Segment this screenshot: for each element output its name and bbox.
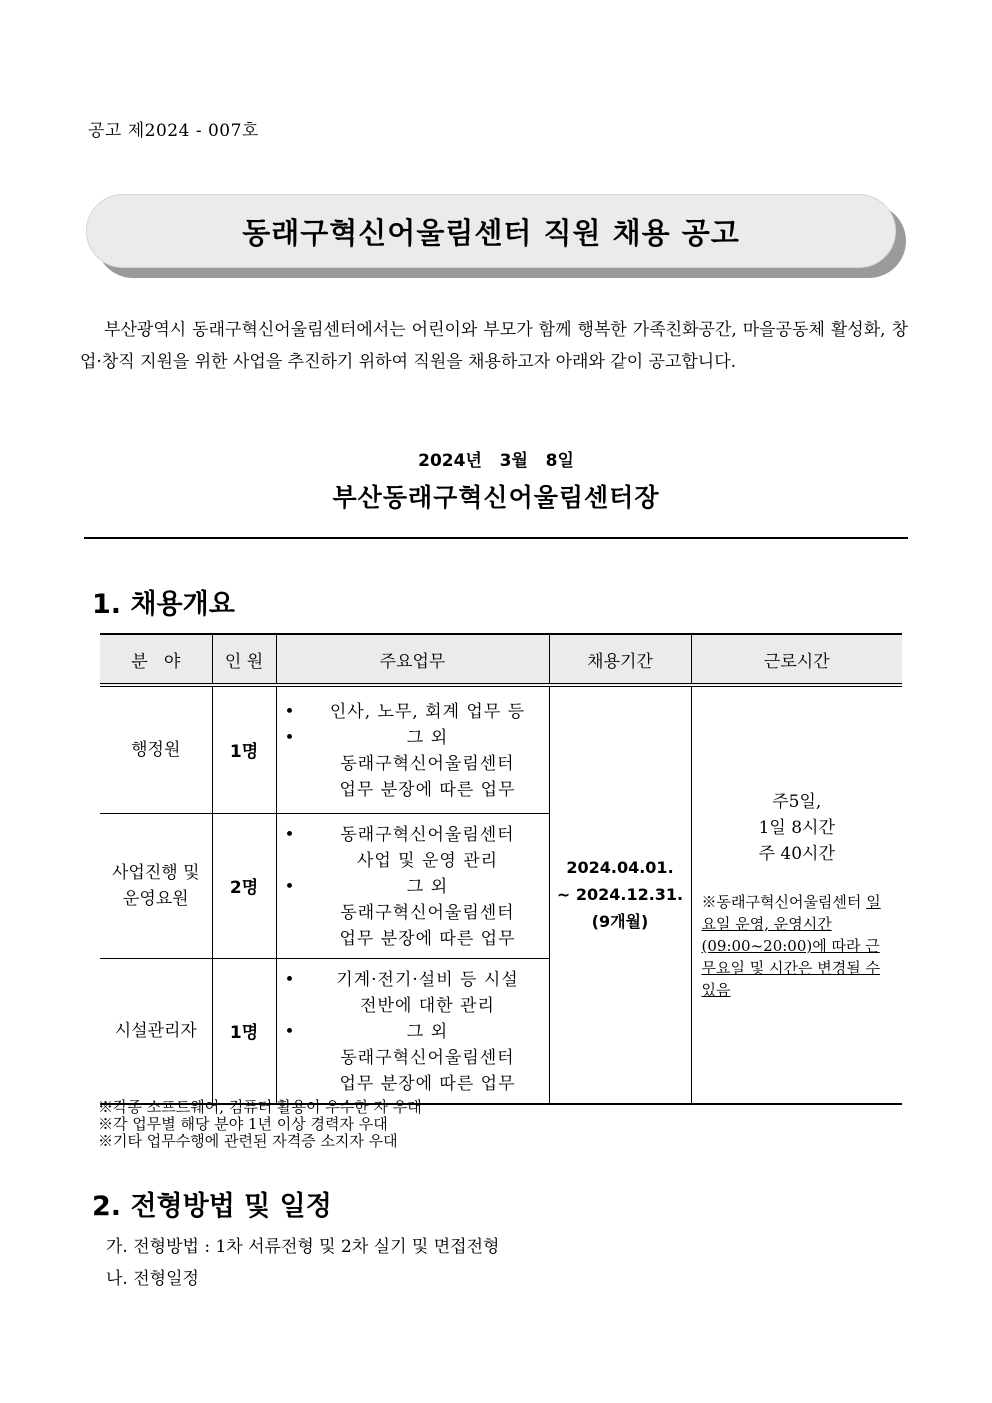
period-end: ~ 2024.12.31. xyxy=(556,885,684,905)
section-1-title: 1. 채용개요 xyxy=(92,589,235,620)
duty-item: • 동래구혁신어울림센터 xyxy=(311,822,545,848)
divider-line xyxy=(84,537,908,539)
header-hours: 근로시간 xyxy=(691,634,902,685)
duty-item: 업무 분장에 따른 업무 xyxy=(339,928,516,949)
duty-item: • 인사, 노무, 회계 업무 등 xyxy=(311,699,545,725)
duty-item: 업무 분장에 따른 업무 xyxy=(339,779,516,800)
section-2-title: 2. 전형방법 및 일정 xyxy=(92,1191,332,1222)
title-banner xyxy=(86,194,896,268)
note-item: ※각 업무별 해당 분야 1년 이상 경력자 우대 xyxy=(98,1115,388,1133)
duty-item: 전반에 대한 관리 xyxy=(360,995,495,1016)
duty-item: • 그 외 xyxy=(311,725,545,751)
period-months: (9개월) xyxy=(591,912,649,932)
preference-notes xyxy=(98,1099,422,1150)
announcement-date xyxy=(0,446,992,471)
note-item: ※각종 소프트웨어, 컴퓨터 활용이 우수한 자 우대 xyxy=(98,1098,422,1116)
recruitment-table xyxy=(100,633,902,1105)
hours-weekly: 주 40시간 xyxy=(758,843,835,864)
working-hours xyxy=(691,685,902,1104)
header-field xyxy=(100,634,212,685)
period-start: 2024.04.01. xyxy=(566,858,674,878)
table-row xyxy=(100,685,902,813)
selection-schedule: 나. 전형일정 xyxy=(106,1269,199,1289)
row2-field xyxy=(100,813,212,958)
header-count: 인 원 xyxy=(212,634,276,685)
duty-item: 사업 및 운영 관리 xyxy=(356,850,499,871)
duty-item: 업무 분장에 따른 업무 xyxy=(339,1073,516,1094)
duty-item: 동래구혁신어울림센터 xyxy=(340,753,515,774)
document-title: 동래구혁신어울림센터 직원 채용 공고 xyxy=(242,215,740,250)
row1-count: 1명 xyxy=(212,685,276,813)
hours-daily: 1일 8시간 xyxy=(758,817,835,838)
row2-duties xyxy=(276,813,549,958)
organization-name: 부산동래구혁신어울림센터장 xyxy=(332,483,660,512)
table-header-row xyxy=(100,634,902,685)
intro-paragraph xyxy=(80,314,908,378)
header-duties: 주요업무 xyxy=(276,634,549,685)
announcement-date-text: 2024년 3월 8일 xyxy=(418,451,574,471)
notice-number: 공고 제2024 - 007호 xyxy=(88,121,259,141)
row1-field: 행정원 xyxy=(100,685,212,813)
selection-method: 가. 전형방법 : 1차 서류전형 및 2차 실기 및 면접전형 xyxy=(106,1237,500,1257)
duty-item: • 그 외 xyxy=(311,874,545,900)
duty-item: 동래구혁신어울림센터 xyxy=(340,902,515,923)
duty-item: 동래구혁신어울림센터 xyxy=(340,1047,515,1068)
duty-item: • 기계·전기·설비 등 시설 xyxy=(311,967,545,993)
hours-days: 주5일, xyxy=(772,791,822,812)
recruitment-period xyxy=(549,685,691,1104)
row2-field-line2: 운영요원 xyxy=(122,888,189,909)
row3-field: 시설관리자 xyxy=(100,958,212,1104)
row2-count: 2명 xyxy=(212,813,276,958)
hours-note-prefix: ※동래구혁신어울림센터 xyxy=(701,892,862,911)
intro-text: 부산광역시 동래구혁신어울림센터에서는 어린이와 부모가 함께 행복한 가족친화공간, 마을공동체 활성화, 창업·창직 지원을 위한 사업을 추진하기 위하여 직원을 채용하고자 아래와 같이 공고합니다. xyxy=(80,320,908,372)
note-item: ※기타 업무수행에 관련된 자격증 소지자 우대 xyxy=(98,1132,398,1150)
row2-field-line1: 사업진행 및 xyxy=(111,862,200,883)
hours-note xyxy=(692,891,903,1001)
header-period: 채용기간 xyxy=(549,634,691,685)
row3-duties xyxy=(276,958,549,1104)
row3-count: 1명 xyxy=(212,958,276,1104)
header-field-text: 분 야 xyxy=(131,651,181,672)
duty-item: • 그 외 xyxy=(311,1019,545,1045)
hours-note-underlined: 일요일 운영, 운영시간(09:00~20:00)에 따라 근무요일 및 시간은 변경될 수 있음 xyxy=(701,892,881,999)
row1-duties xyxy=(276,685,549,813)
